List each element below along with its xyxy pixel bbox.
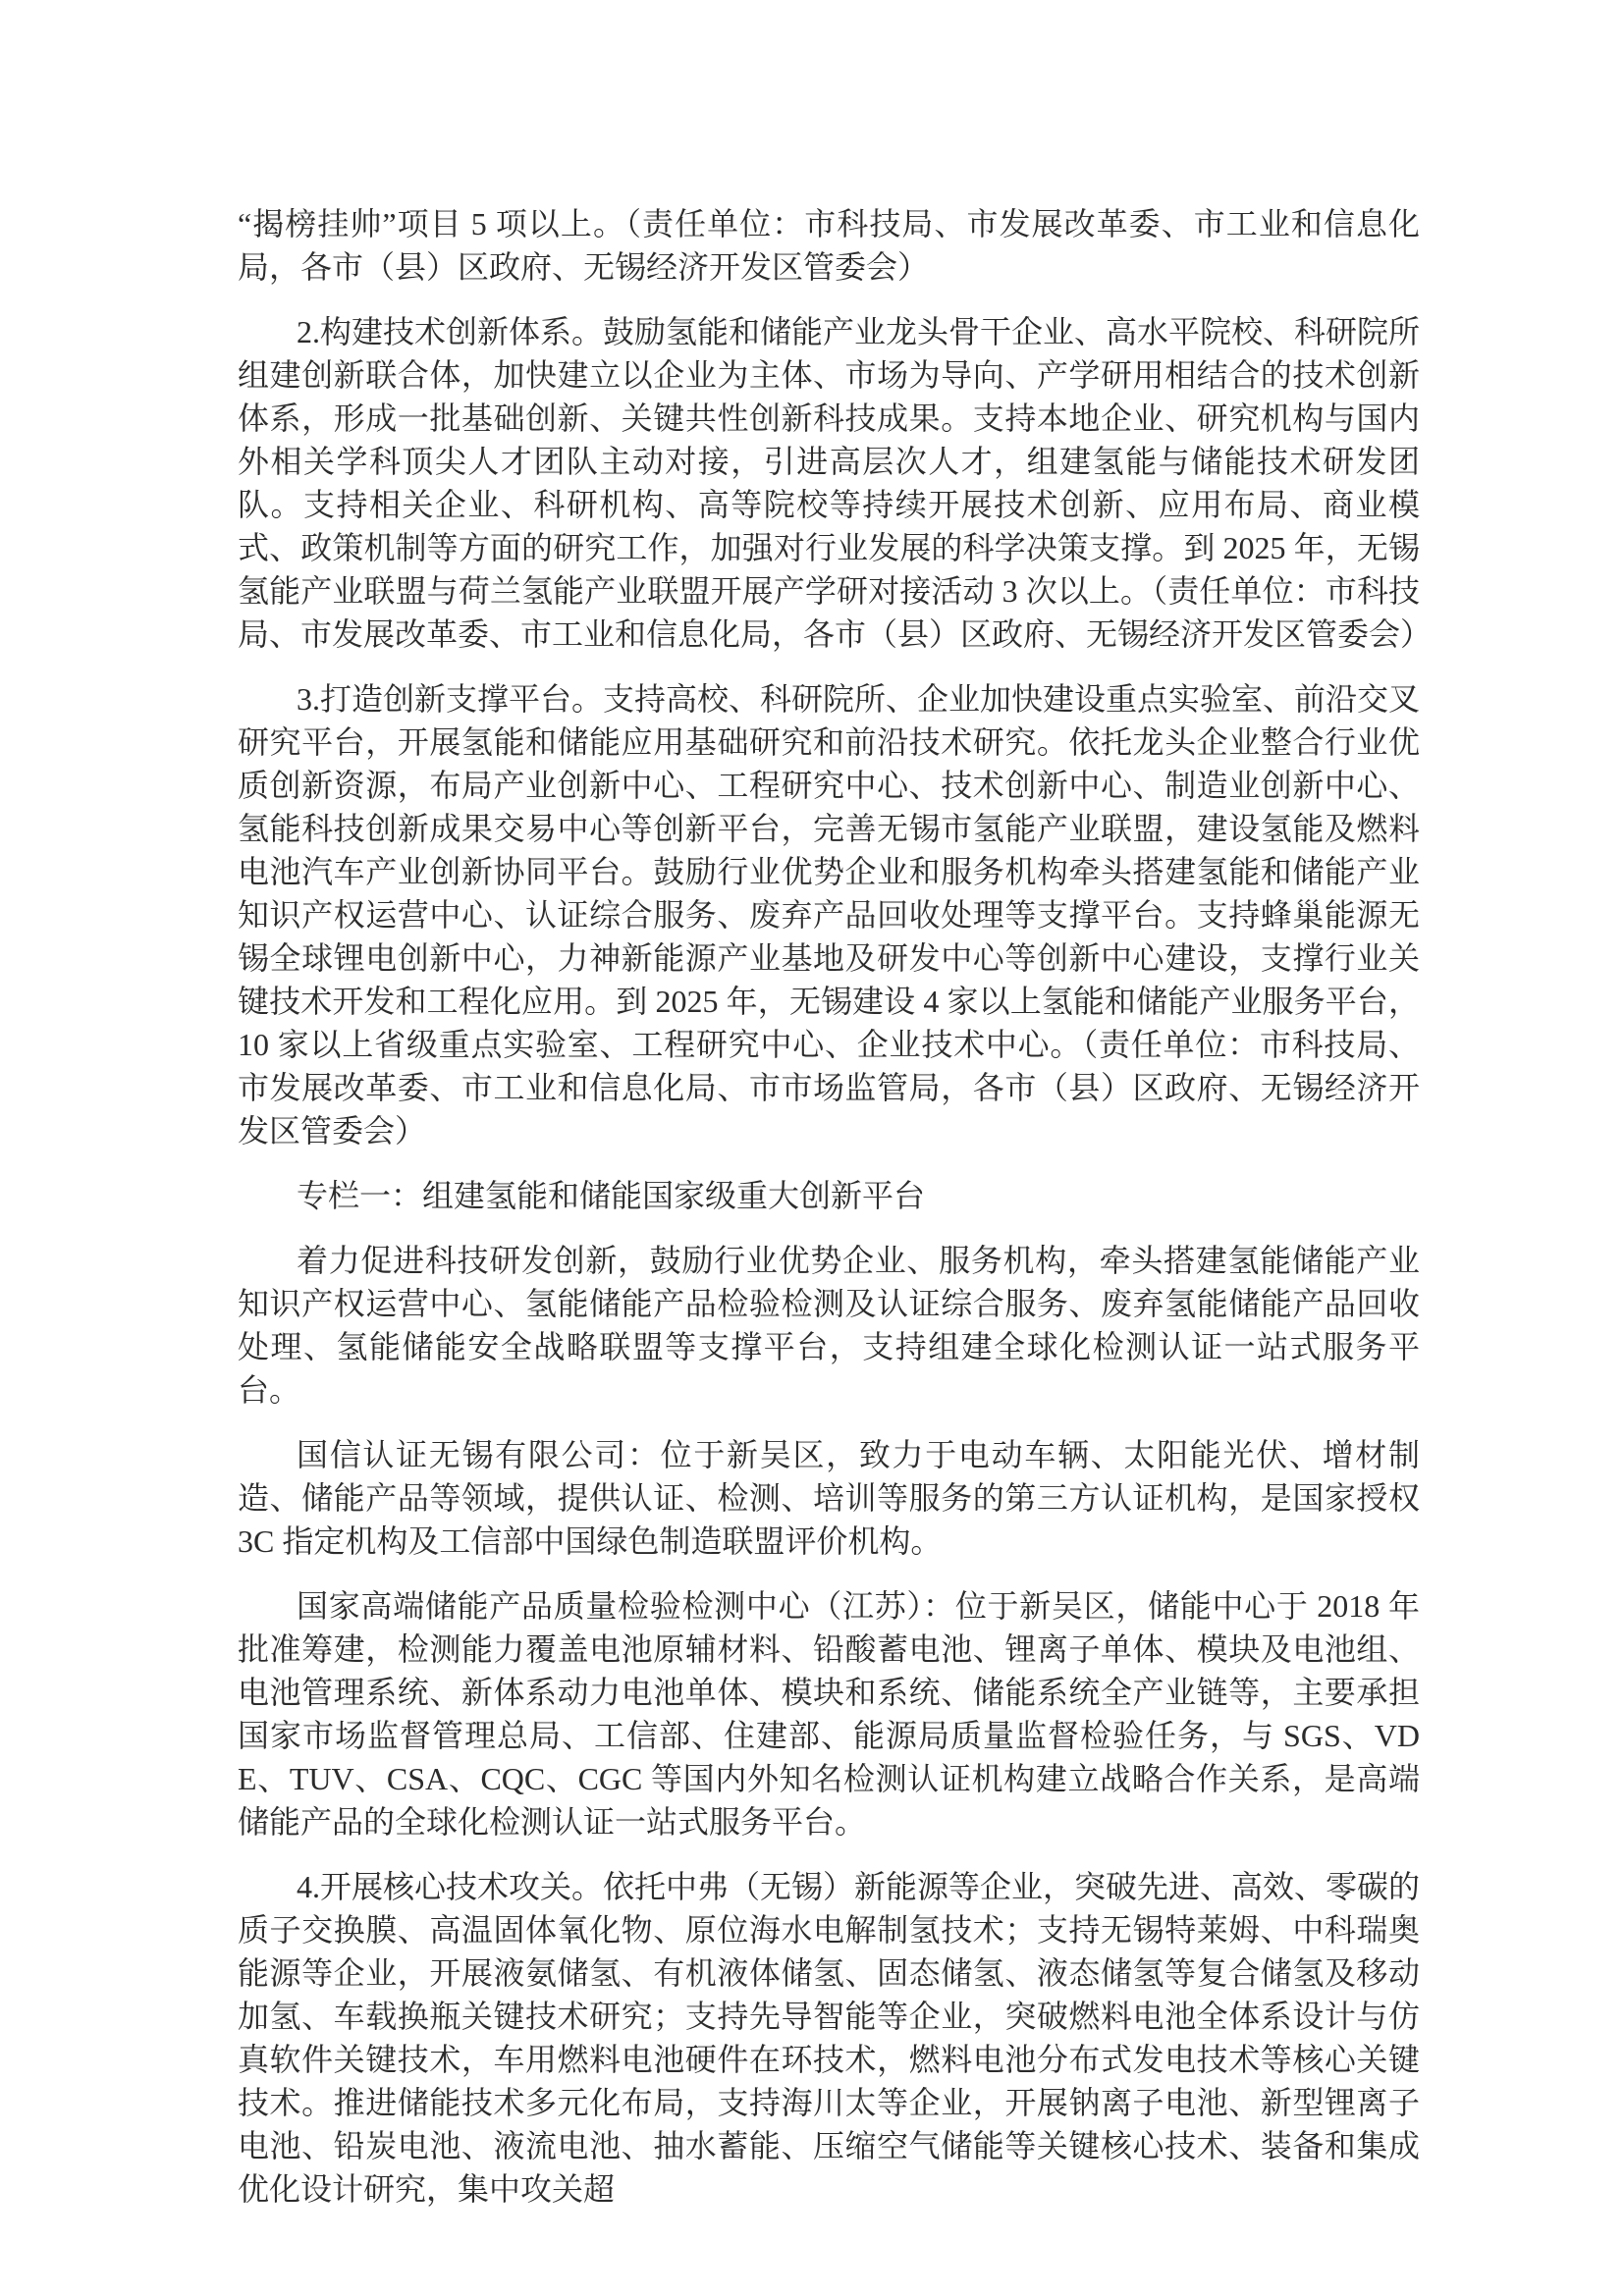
paragraph-item-4: 4.开展核心技术攻关。依托中弗（无锡）新能源等企业，突破先进、高效、零碳的质子交换膜、高温固体氧化物、原位海水电解制氢技术；支持无锡特莱姆、中科瑞奥能源等企业，开展液氨储氢、有机液体储氢、固态储氢、液态储氢等复合储氢及移动加氢、车载换瓶关键技术研究；支持先导智能等企业，突破燃料电池全体系设计与仿真软件关键技术，车用燃料电池硬件在环技术，燃料电池分布式发电技术等核心关键技术。推进储能技术多元化布局，支持海川太等企业，开展钠离子电池、新型锂离子电池、铅炭电池、液流电池、抽水蓄能、压缩空气储能等关键核心技术、装备和集成优化设计研究，集中攻关超 (238, 1869, 1421, 2207)
paragraph-continuation: “揭榜挂帅”项目 5 项以上。（责任单位：市科技局、市发展改革委、市工业和信息化局，各市（县）区政府、无锡经济开发区管委会） (238, 206, 1420, 285)
paragraph-national-testing-center: 国家高端储能产品质量检验检测中心（江苏）：位于新吴区，储能中心于 2018 年批准筹建，检测能力覆盖电池原辅材料、铅酸蓄电池、锂离子单体、模块及电池组、电池管理系统、新体系动力电池单体、模块和系统、储能系统全产业链等，主要承担国家市场监督管理总局、工信部、住建部、能源局质量监督检验任务，与 SGS、VDE、TUV、CSA、CQC、CGC 等国内外知名检测认证机构建立战略合作关系，是高端储能产品的全球化检测认证一站式服务平台。 (238, 1588, 1420, 1840)
document-body (238, 202, 1433, 2211)
paragraph-item-2: 2.构建技术创新体系。鼓励氢能和储能产业龙头骨干企业、高水平院校、科研院所组建创新联合体，加快建立以企业为主体、市场为导向、产学研用相结合的技术创新体系，形成一批基础创新、关键共性创新科技成果。支持本地企业、研究机构与国内外相关学科顶尖人才团队主动对接，引进高层次人才，组建氢能与储能技术研发团队。支持相关企业、科研机构、高等院校等持续开展技术创新、应用布局、商业模式、政策机制等方面的研究工作，加强对行业发展的科学决策支撑。到 2025 年，无锡氢能产业联盟与荷兰氢能产业联盟开展产学研对接活动 3 次以上。（责任单位：市科技局、市发展改革委、市工业和信息化局，各市（县）区政府、无锡经济开发区管委会） (238, 314, 1433, 652)
column-one-heading: 专栏一：组建氢能和储能国家级重大创新平台 (297, 1178, 926, 1213)
paragraph-column-intro: 着力促进科技研发创新，鼓励行业优势企业、服务机构，牵头搭建氢能储能产业知识产权运营中心、氢能储能产品检验检测及认证综合服务、废弃氢能储能产品回收处理、氢能储能安全战略联盟等支撑平台，支持组建全球化检测认证一站式服务平台。 (238, 1243, 1420, 1408)
paragraph-guoxin-certification: 国信认证无锡有限公司：位于新吴区，致力于电动车辆、太阳能光伏、增材制造、储能产品等领域，提供认证、检测、培训等服务的第三方认证机构，是国家授权 3C 指定机构及工信部中国绿色制造联盟评价机构。 (238, 1437, 1420, 1559)
paragraph-item-3: 3.打造创新支撑平台。支持高校、科研院所、企业加快建设重点实验室、前沿交叉研究平台，开展氢能和储能应用基础研究和前沿技术研究。依托龙头企业整合行业优质创新资源，布局产业创新中心、工程研究中心、技术创新中心、制造业创新中心、氢能科技创新成果交易中心等创新平台，完善无锡市氢能产业联盟，建设氢能及燃料电池汽车产业创新协同平台。鼓励行业优势企业和服务机构牵头搭建氢能和储能产业知识产权运营中心、认证综合服务、废弃产品回收处理等支撑平台。支持蜂巢能源无锡全球锂电创新中心，力神新能源产业基地及研发中心等创新中心建设，支撑行业关键技术开发和工程化应用。到 2025 年，无锡建设 4 家以上氢能和储能产业服务平台，10 家以上省级重点实验室、工程研究中心、企业技术中心。（责任单位：市科技局、市发展改革委、市工业和信息化局、市市场监管局，各市（县）区政府、无锡经济开发区管委会） (238, 681, 1421, 1148)
